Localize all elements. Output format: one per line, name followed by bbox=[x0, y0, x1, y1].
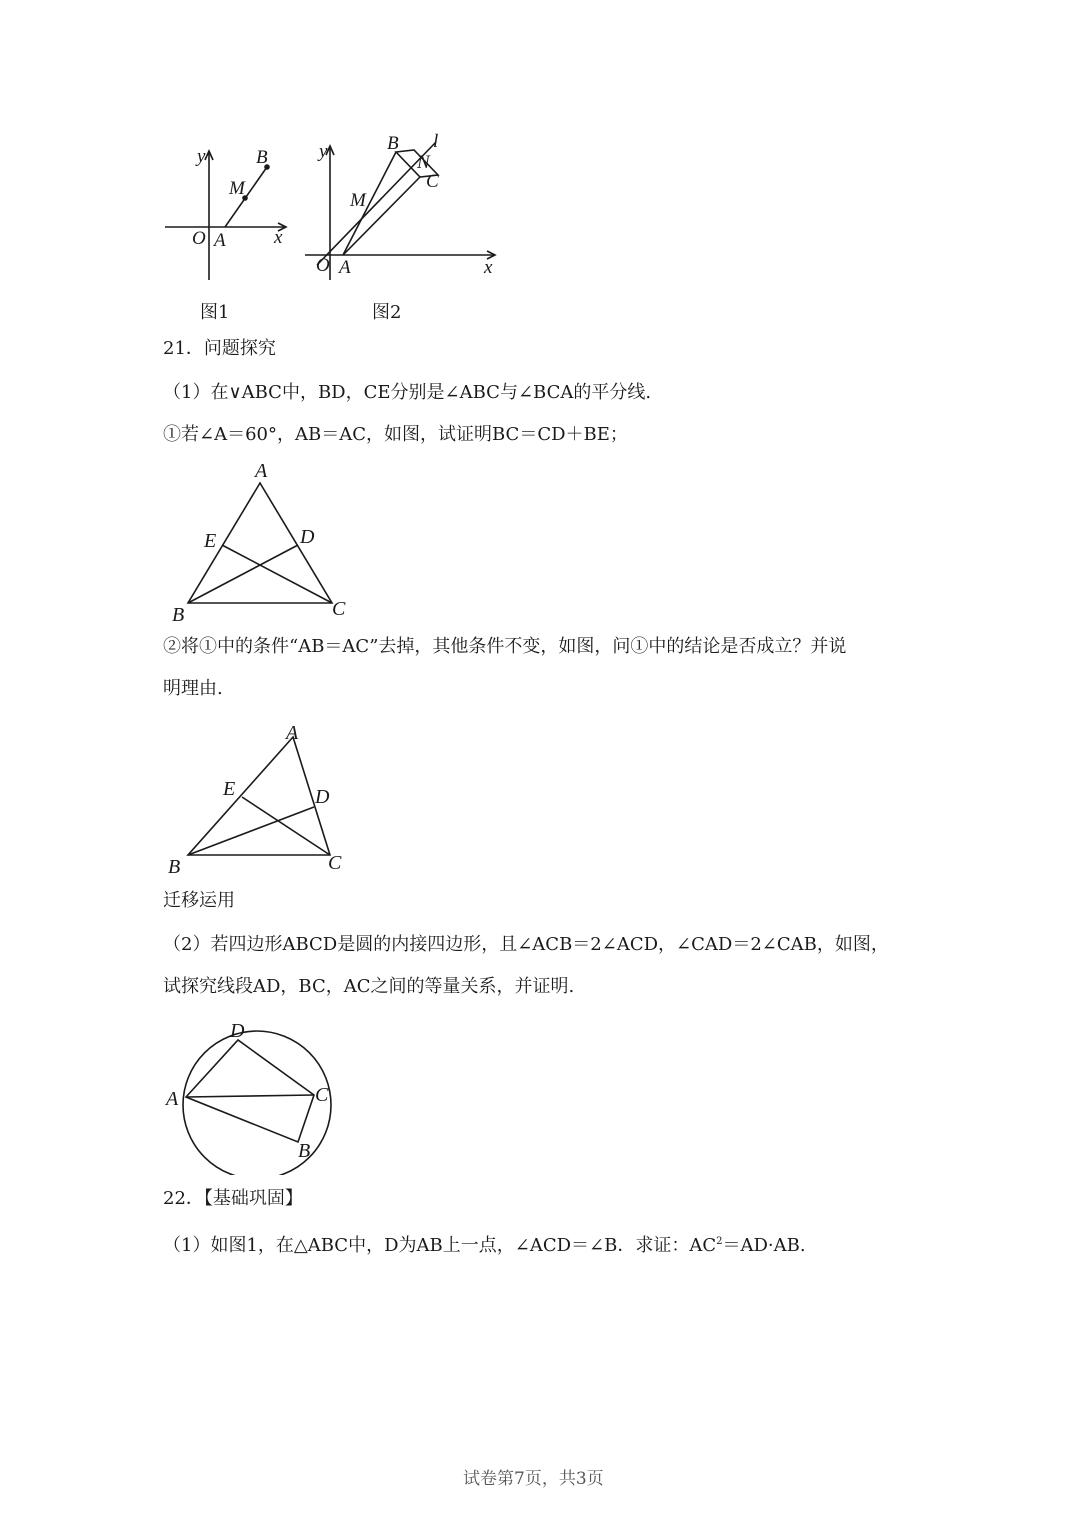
label-b: B bbox=[387, 133, 399, 154]
q21-part1-case2-line2: 明理由. bbox=[163, 678, 223, 699]
label-n: N bbox=[417, 152, 430, 173]
label-e: E bbox=[204, 530, 217, 552]
label-a: A bbox=[214, 230, 226, 251]
quadrilateral-adcb bbox=[186, 1040, 314, 1142]
label-m: M bbox=[350, 190, 366, 211]
q22-part1 bbox=[163, 1229, 806, 1259]
triangle-abc bbox=[188, 737, 330, 855]
triangle-figure-1 bbox=[160, 455, 360, 625]
label-b: B bbox=[172, 604, 185, 625]
label-y: y bbox=[197, 146, 206, 167]
figure-1-caption: 图1 bbox=[200, 302, 230, 323]
q22-part1-superscript: 2 bbox=[716, 1236, 723, 1247]
q21-heading: 21．问题探究 bbox=[163, 338, 276, 359]
q21-part1-statement: （1）在∨ABC中，BD，CE分别是∠ABC与∠BCA的平分线. bbox=[163, 382, 652, 403]
label-d: D bbox=[230, 1020, 245, 1042]
label-c: C bbox=[332, 598, 346, 620]
label-c: C bbox=[315, 1084, 329, 1106]
q22-heading: 22．【基础巩固】 bbox=[163, 1188, 303, 1209]
q21-part1-case1: ①若∠A＝60°，AB＝AC，如图，试证明BC＝CD＋BE； bbox=[163, 424, 628, 445]
q21-part1-case2-line1: ②将①中的条件“AB＝AC”去掉，其他条件不变，如图，问①中的结论是否成立？并说 bbox=[163, 636, 847, 657]
diagonal-ac bbox=[186, 1095, 314, 1097]
label-o: O bbox=[192, 228, 206, 249]
label-e: E bbox=[223, 778, 236, 800]
label-o: O bbox=[316, 255, 330, 276]
triangle-figure-2 bbox=[160, 715, 360, 885]
q21-transfer-heading: 迁移运用 bbox=[163, 890, 235, 911]
label-x: x bbox=[274, 227, 283, 248]
label-c: C bbox=[328, 852, 342, 874]
q22-part1-text: （1）如图1，在△ABC中，D为AB上一点，∠ACD＝∠B．求证：AC bbox=[163, 1235, 717, 1256]
label-b: B bbox=[256, 147, 268, 168]
label-a: A bbox=[286, 722, 299, 744]
page-footer: 试卷第7页，共3页 bbox=[463, 1469, 604, 1489]
label-a: A bbox=[339, 257, 351, 278]
label-b: B bbox=[298, 1140, 311, 1162]
label-d: D bbox=[315, 786, 330, 808]
label-d: D bbox=[300, 526, 315, 548]
label-b: B bbox=[168, 856, 181, 878]
segment-bd bbox=[188, 807, 314, 855]
segment-ac bbox=[343, 177, 420, 255]
label-a: A bbox=[166, 1088, 179, 1110]
figure-2-coordinate-diagram bbox=[300, 125, 510, 285]
label-y: y bbox=[319, 141, 328, 162]
label-l: l bbox=[433, 131, 439, 152]
figure-1-coordinate-diagram bbox=[150, 130, 310, 290]
q21-part2-line2: 试探究线段AD，BC，AC之间的等量关系，并证明. bbox=[163, 976, 575, 997]
label-a: A bbox=[255, 460, 268, 482]
label-c: C bbox=[426, 171, 439, 192]
label-m: M bbox=[229, 178, 245, 199]
figure-2-caption: 图2 bbox=[372, 302, 402, 323]
q21-part2-line1: （2）若四边形ABCD是圆的内接四边形，且∠ACB＝2∠ACD，∠CAD＝2∠CAB，如图， bbox=[163, 934, 889, 955]
label-x: x bbox=[484, 257, 493, 278]
q22-part1-text-end: ＝AD·AB. bbox=[722, 1235, 806, 1256]
circle-quadrilateral-figure bbox=[160, 1015, 350, 1175]
